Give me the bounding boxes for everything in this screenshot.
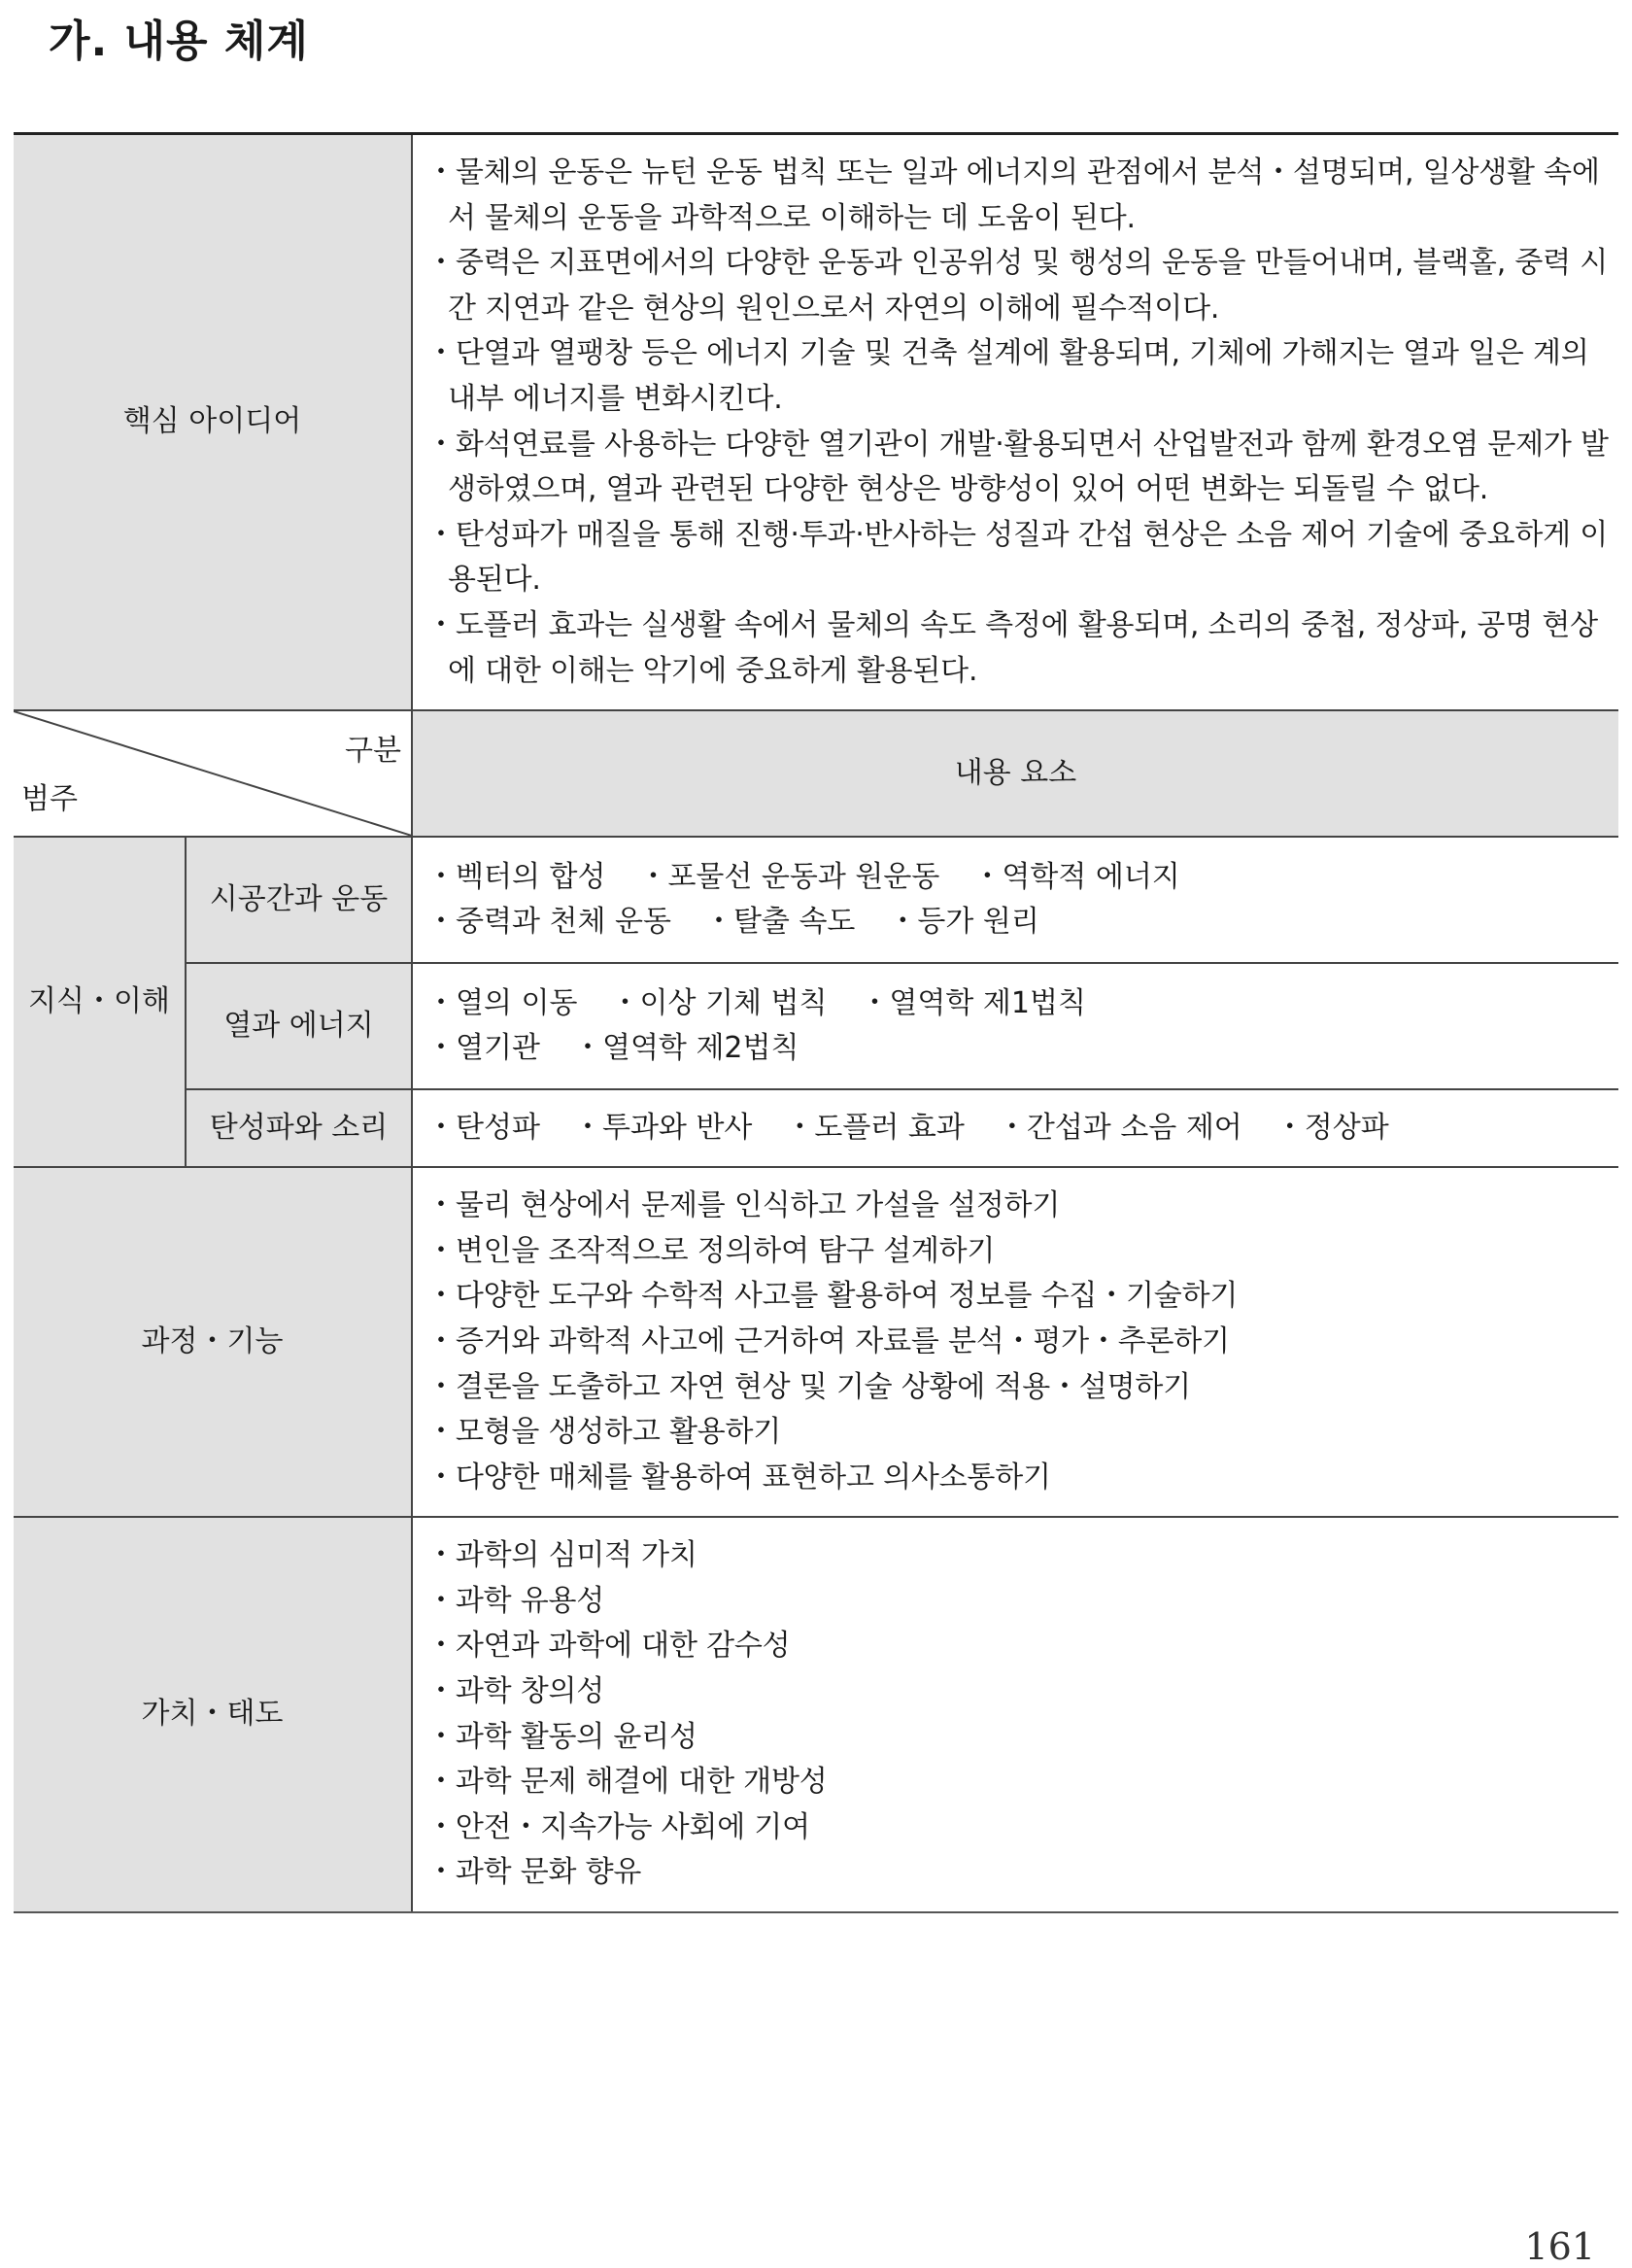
- process-row: [14, 1167, 1618, 1517]
- content-element: ・이상 기체 법칙: [610, 985, 828, 1020]
- spacetime-elements: [412, 837, 1618, 963]
- process-list: [426, 1184, 1613, 1500]
- content-element: ・열의 이동: [426, 985, 578, 1020]
- list-item: ・과학 문화 향유: [426, 1855, 642, 1890]
- content-element: ・간섭과 소음 제어: [997, 1110, 1242, 1145]
- section-title: 가. 내용 체계: [49, 17, 309, 66]
- content-element: ・정상파: [1275, 1110, 1389, 1145]
- knowledge-row-heat: [14, 963, 1618, 1089]
- list-item: ・안전・지속가능 사회에 기여: [426, 1809, 810, 1844]
- content-element: ・도플러 효과: [785, 1110, 965, 1145]
- element-line: [426, 1106, 1613, 1151]
- core-idea-content: [412, 134, 1618, 711]
- core-idea-label: 핵심 아이디어: [14, 134, 412, 711]
- core-idea-row: [14, 134, 1618, 711]
- list-item: ・자연과 과학에 대한 감수성: [426, 1629, 791, 1664]
- values-row: [14, 1517, 1618, 1912]
- list-item: ・도플러 효과는 실생활 속에서 물체의 속도 측정에 활용되며, 소리의 중첩, 정상파, 공명 현상에 대한 이해는 악기에 중요하게 활용된다.: [426, 607, 1598, 688]
- knowledge-row-spacetime: [14, 837, 1618, 963]
- list-item: ・증거와 과학적 사고에 근거하여 자료를 분석・평가・추론하기: [426, 1323, 1230, 1358]
- content-element: ・탄성파: [426, 1110, 540, 1145]
- list-item: ・탄성파가 매질을 통해 진행‧투과‧반사하는 성질과 간섭 현상은 소음 제어 기술에 중요하게 이용된다.: [426, 517, 1609, 598]
- list-item: ・과학 유용성: [426, 1583, 605, 1618]
- values-label: 가치・태도: [14, 1517, 412, 1912]
- process-content: [412, 1167, 1618, 1517]
- content-element: ・포물선 운동과 원운동: [638, 859, 940, 894]
- list-item: ・물체의 운동은 뉴턴 운동 법칙 또는 일과 에너지의 관점에서 분석・설명되며, 일상생활 속에서 물체의 운동을 과학적으로 이해하는 데 도움이 된다.: [426, 155, 1600, 235]
- heat-elements: [412, 963, 1618, 1089]
- content-element: ・열역학 제1법칙: [860, 985, 1086, 1020]
- content-system-table: [14, 132, 1618, 1913]
- content-element: ・탈출 속도: [703, 905, 856, 940]
- knowledge-label: 지식・이해: [14, 837, 186, 1167]
- element-line: [426, 1026, 1613, 1072]
- core-idea-list: [426, 151, 1613, 694]
- element-line: [426, 981, 1613, 1027]
- content-element: ・역학적 에너지: [972, 859, 1180, 894]
- list-item: ・모형을 생성하고 활용하기: [426, 1415, 782, 1450]
- list-item: ・단열과 열팽창 등은 에너지 기술 및 건축 설계에 활용되며, 기체에 가해지는 열과 일은 계의 내부 에너지를 변화시킨다.: [426, 336, 1589, 416]
- division-label: 구분: [345, 734, 402, 769]
- list-item: ・변인을 조작적으로 정의하여 탐구 설계하기: [426, 1233, 996, 1268]
- element-line: [426, 900, 1613, 945]
- subcategory-elastic-waves-sound: 탄성파와 소리: [186, 1089, 412, 1167]
- list-item: ・과학 활동의 윤리성: [426, 1719, 697, 1754]
- list-item: ・과학 문제 해결에 대한 개방성: [426, 1765, 828, 1800]
- values-list: [426, 1533, 1613, 1896]
- list-item: ・과학의 심미적 가치: [426, 1538, 697, 1573]
- header-row: [14, 710, 1618, 837]
- category-label: 범주: [21, 781, 78, 816]
- list-item: ・결론을 도출하고 자연 현상 및 기술 상황에 적용・설명하기: [426, 1369, 1191, 1404]
- element-line: [426, 855, 1613, 901]
- content-element: ・열기관: [426, 1031, 540, 1066]
- list-item: ・다양한 매체를 활용하여 표현하고 의사소통하기: [426, 1460, 1051, 1495]
- subcategory-heat-energy: 열과 에너지: [186, 963, 412, 1089]
- list-item: ・과학 창의성: [426, 1674, 605, 1709]
- content-element: ・벡터의 합성: [426, 859, 606, 894]
- content-element: ・등가 원리: [888, 905, 1039, 940]
- values-content: [412, 1517, 1618, 1912]
- subcategory-spacetime-motion: 시공간과 운동: [186, 837, 412, 963]
- process-label: 과정・기능: [14, 1167, 412, 1517]
- diagonal-header-cell: [14, 710, 412, 837]
- page-number: 161: [1524, 2225, 1595, 2268]
- list-item: ・화석연료를 사용하는 다양한 열기관이 개발‧활용되면서 산업발전과 함께 환경오염 문제가 발생하였으며, 열과 관련된 다양한 현상은 방향성이 있어 어떤 변화는 되돌릴 수 없다.: [426, 427, 1609, 507]
- content-elements-header: 내용 요소: [412, 710, 1618, 837]
- content-element: ・열역학 제2법칙: [572, 1031, 799, 1066]
- content-element: ・투과와 반사: [572, 1110, 753, 1145]
- content-element: ・중력과 천체 운동: [426, 905, 671, 940]
- list-item: ・물리 현상에서 문제를 인식하고 가설을 설정하기: [426, 1188, 1061, 1223]
- list-item: ・중력은 지표면에서의 다양한 운동과 인공위성 및 행성의 운동을 만들어내며, 블랙홀, 중력 시간 지연과 같은 현상의 원인으로서 자연의 이해에 필수적이다.: [426, 246, 1609, 326]
- waves-elements: [412, 1089, 1618, 1167]
- list-item: ・다양한 도구와 수학적 사고를 활용하여 정보를 수집・기술하기: [426, 1279, 1239, 1314]
- knowledge-row-waves: [14, 1089, 1618, 1167]
